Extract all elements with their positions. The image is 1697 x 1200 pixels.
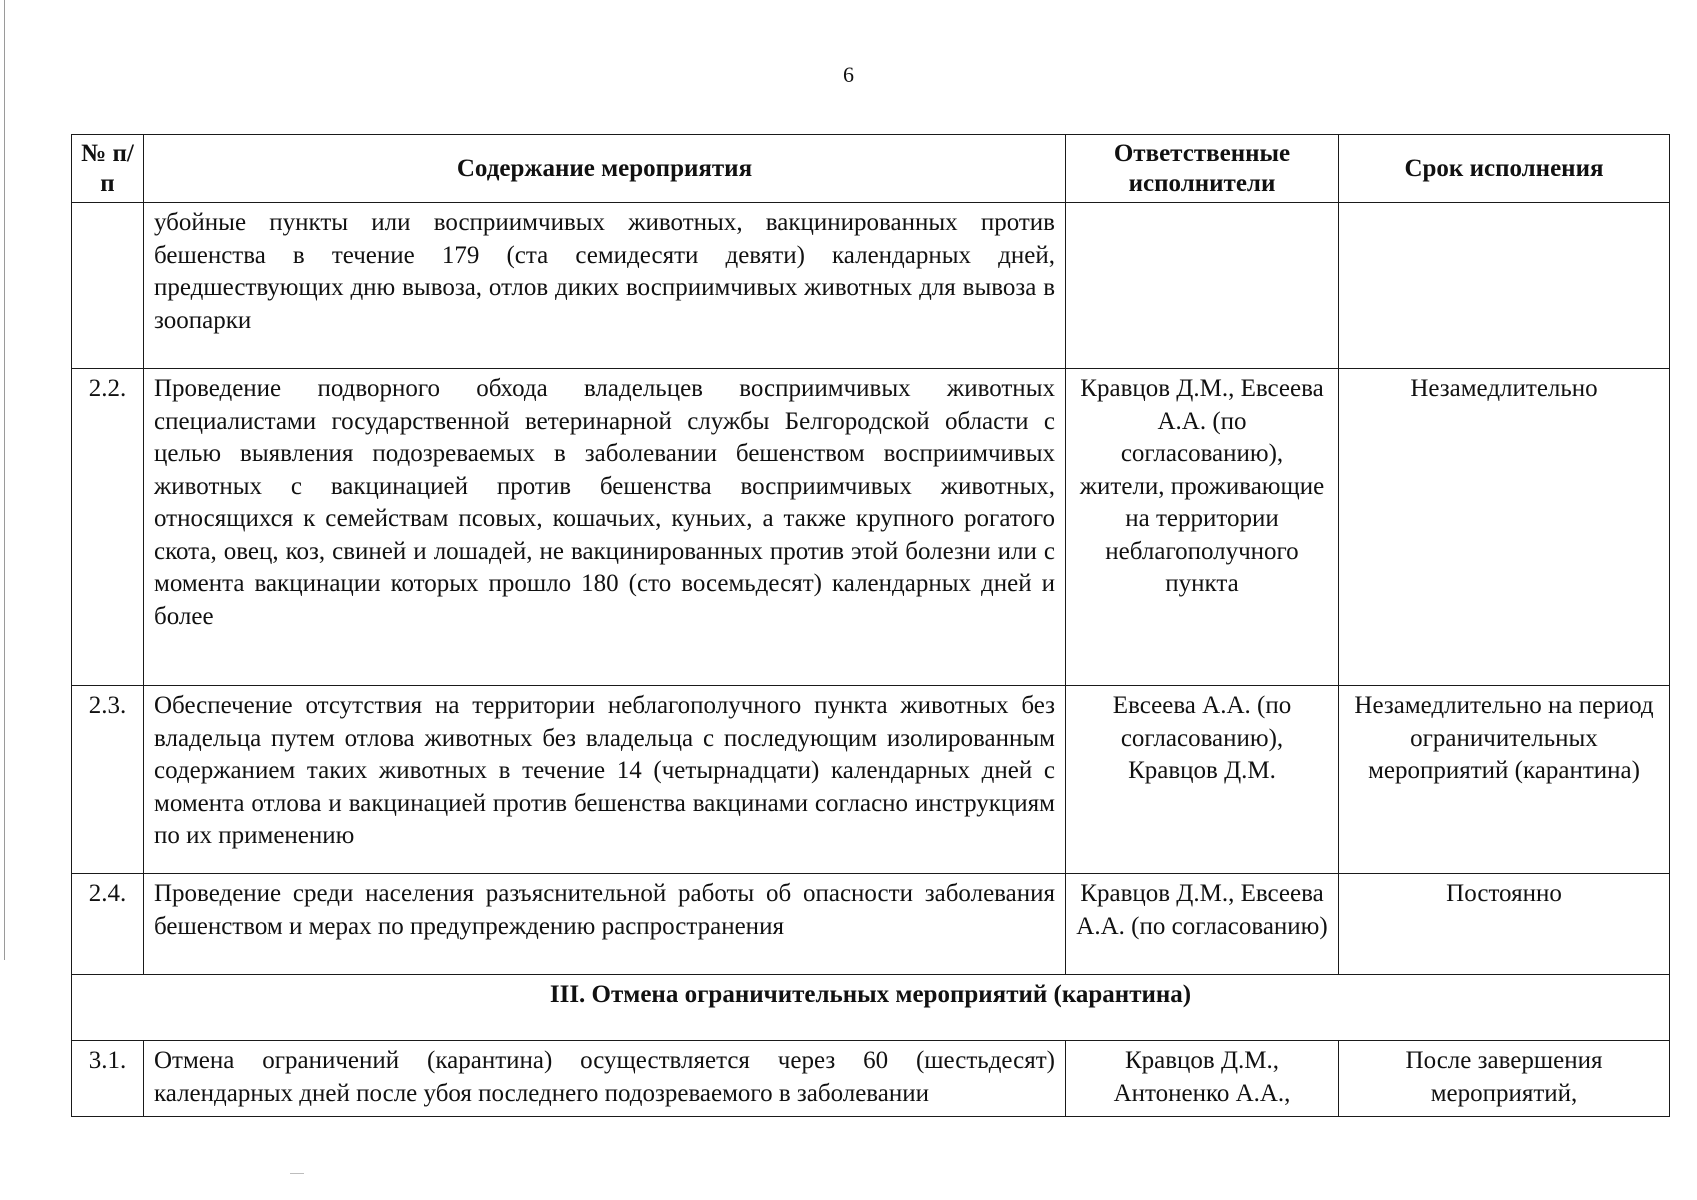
measures-table [71,134,1670,1117]
table-row [72,686,1670,874]
table-row [72,203,1670,369]
row-responsible: Кравцов Д.М., Антоненко А.А., [1066,1041,1339,1117]
header-responsible: Ответственные исполнители [1066,135,1339,203]
table-row [72,874,1670,975]
row-responsible: Кравцов Д.М., Евсеева А.А. (по согласованию) [1066,874,1339,975]
row-responsible [1066,203,1339,369]
header-content: Содержание мероприятия [144,135,1066,203]
row-term: Незамедлительно на период ограничительных мероприятий (карантина) [1339,686,1670,874]
row-content: Обеспечение отсутствия на территории неблагополучного пункта животных без владельца путем отлова животных без владельца с последующим изолированным содержанием таких животных в течение 14 (четырнадцати) календарных дней с момента отлова и вакцинацией против бешенства вакцинами согласно инструкциям по их применению [144,686,1066,874]
scan-margin-line [4,0,5,960]
row-term [1339,203,1670,369]
table-row [72,369,1670,686]
row-content: Отмена ограничений (карантина) осуществляется через 60 (шестьдесят) календарных дней после убоя последнего подозреваемого в заболевании [144,1041,1066,1117]
row-number: 2.3. [72,686,144,874]
scan-mark [290,1173,304,1174]
row-content: Проведение среди населения разъяснительной работы об опасности заболевания бешенством и мерах по предупреждению распространения [144,874,1066,975]
header-term: Срок исполнения [1339,135,1670,203]
row-content: Проведение подворного обхода владельцев восприимчивых животных специалистами государственной ветеринарной службы Белгородской области с целью выявления подозреваемых в заболевании бешенством восприимчивых животных с вакцинацией против бешенства восприимчивых животных, относящихся к семействам псовых, кошачьих, куньих, а также крупного рогатого скота, овец, коз, свиней и лошадей, не вакцинированных против этой болезни или с момента вакцинации которых прошло 180 (сто восемьдесят) календарных дней и более [144,369,1066,686]
row-number: 2.2. [72,369,144,686]
row-number: 3.1. [72,1041,144,1117]
row-term: После завершения мероприятий, [1339,1041,1670,1117]
row-responsible: Евсеева А.А. (по согласованию), Кравцов Д.М. [1066,686,1339,874]
row-number: 2.4. [72,874,144,975]
page-number: 6 [843,62,854,87]
header-num: № п/п [72,135,144,203]
row-number [72,203,144,369]
row-content: убойные пункты или восприимчивых животных, вакцинированных против бешенства в течение 179 (ста семидесяти девяти) календарных дней, предшествующих дню вывоза, отлов диких восприимчивых животных для вывоза в зоопарки [144,203,1066,369]
row-term: Незамедлительно [1339,369,1670,686]
table-header-row [72,135,1670,203]
section-title: III. Отмена ограничительных мероприятий (карантина) [72,975,1670,1041]
row-responsible: Кравцов Д.М., Евсеева А.А. (по согласованию), жители, проживающие на территории неблагополучного пункта [1066,369,1339,686]
row-term: Постоянно [1339,874,1670,975]
table-row [72,1041,1670,1117]
section-row [72,975,1670,1041]
